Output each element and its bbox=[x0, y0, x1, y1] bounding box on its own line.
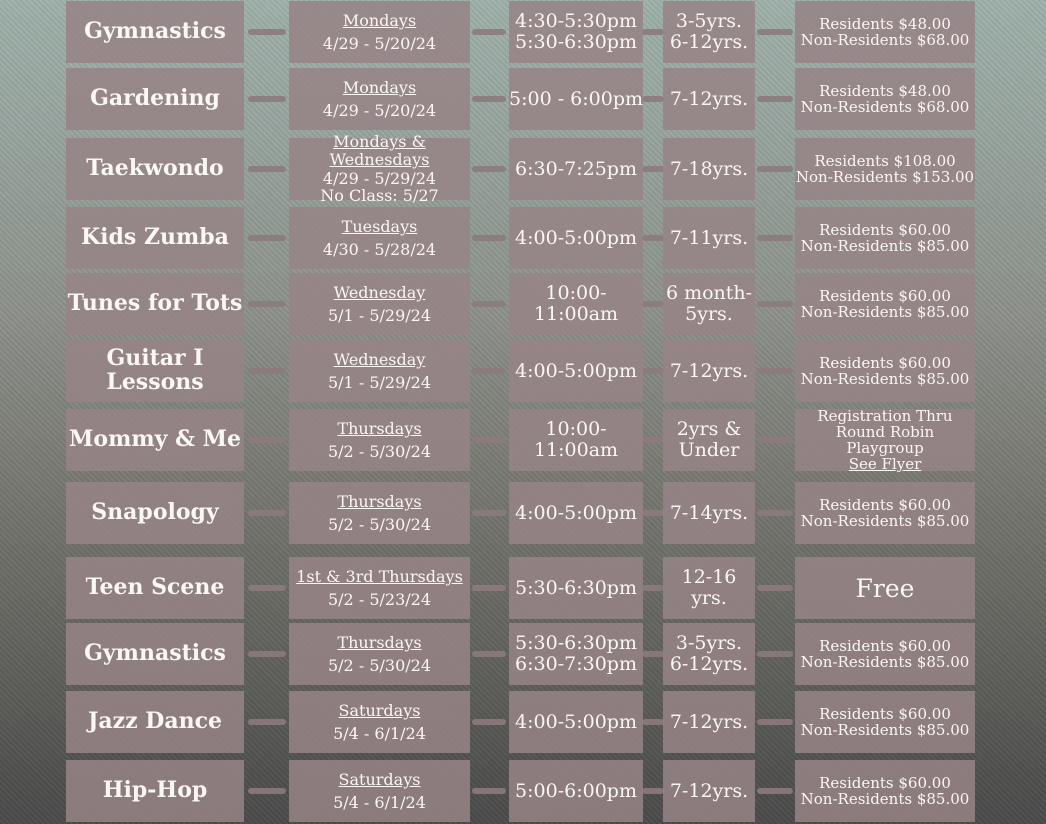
connector-bar bbox=[248, 510, 286, 516]
program-ages-cell bbox=[663, 138, 755, 200]
program-ages: 6-12yrs. bbox=[669, 31, 749, 53]
program-date-range: 5/4 - 6/1/24 bbox=[333, 793, 426, 812]
program-ages: 7-12yrs. bbox=[669, 710, 749, 733]
program-ages-cell bbox=[663, 482, 755, 544]
program-time: 5:30-6:30pm bbox=[515, 632, 637, 655]
program-fee: Non-Residents $85.00 bbox=[800, 512, 970, 530]
program-ages: 7-18yrs. bbox=[669, 157, 749, 180]
program-dates-cell bbox=[289, 1, 470, 63]
program-name: Teen Scene bbox=[66, 557, 244, 619]
connector-bar bbox=[642, 235, 664, 241]
program-fee: Non-Residents $85.00 bbox=[800, 653, 970, 671]
program-date-range: 5/2 - 5/30/24 bbox=[327, 442, 431, 461]
connector-bar bbox=[642, 29, 664, 35]
program-days: Tuesdays bbox=[341, 216, 418, 236]
connector-bar bbox=[472, 235, 506, 241]
program-row bbox=[0, 1, 1046, 63]
connector-bar bbox=[472, 437, 506, 443]
program-name: Snapology bbox=[66, 482, 244, 544]
program-fees-cell bbox=[795, 207, 975, 269]
program-date-range: 5/2 - 5/23/24 bbox=[327, 590, 431, 609]
program-ages: 5yrs. bbox=[685, 303, 733, 325]
program-ages-cell bbox=[663, 1, 755, 63]
program-ages-cell bbox=[663, 340, 755, 402]
program-days: Thursdays bbox=[337, 418, 422, 438]
program-ages: 7-12yrs. bbox=[669, 359, 749, 382]
program-fees-cell bbox=[795, 691, 975, 753]
program-days: Thursdays bbox=[337, 632, 422, 652]
program-time-cell bbox=[509, 623, 643, 685]
connector-bar bbox=[248, 437, 286, 443]
program-ages: 3-5yrs. bbox=[675, 10, 743, 33]
connector-bar bbox=[757, 437, 793, 443]
program-row bbox=[0, 557, 1046, 619]
program-fee: Residents $48.00 bbox=[819, 81, 951, 100]
program-ages-cell bbox=[663, 623, 755, 685]
connector-bar bbox=[757, 29, 793, 35]
program-days: Mondays bbox=[342, 10, 417, 30]
connector-bar bbox=[642, 166, 664, 172]
program-time: 5:30-6:30pm bbox=[515, 31, 637, 53]
program-time: 5:00 - 6:00pm bbox=[509, 87, 644, 110]
connector-bar bbox=[757, 719, 793, 725]
connector-bar bbox=[642, 96, 664, 102]
program-ages: 12-16 yrs. bbox=[681, 566, 737, 609]
program-ages-cell bbox=[663, 409, 755, 471]
connector-bar bbox=[472, 585, 506, 591]
program-time-cell bbox=[509, 691, 643, 753]
program-ages: 3-5yrs. bbox=[675, 632, 743, 655]
program-time-cell bbox=[509, 340, 643, 402]
connector-bar bbox=[248, 651, 286, 657]
program-fees-cell bbox=[795, 406, 975, 474]
connector-bar bbox=[642, 301, 664, 307]
connector-bar bbox=[248, 719, 286, 725]
program-fees-cell bbox=[795, 1, 975, 63]
connector-bar bbox=[472, 166, 506, 172]
connector-bar bbox=[472, 719, 506, 725]
program-time-cell bbox=[509, 273, 643, 335]
program-date-range: 5/2 - 5/30/24 bbox=[327, 515, 431, 534]
program-fee: Residents $108.00 bbox=[814, 151, 956, 170]
connector-bar bbox=[472, 29, 506, 35]
connector-bar bbox=[642, 788, 664, 794]
program-time-cell bbox=[509, 482, 643, 544]
program-time: 10:00-11:00am bbox=[533, 418, 619, 461]
program-dates-cell bbox=[289, 691, 470, 753]
program-time: 5:30-6:30pm bbox=[515, 576, 637, 599]
program-row bbox=[0, 207, 1046, 269]
program-dates-cell bbox=[289, 207, 470, 269]
connector-bar bbox=[757, 235, 793, 241]
connector-bar bbox=[642, 510, 664, 516]
connector-bar bbox=[472, 96, 506, 102]
program-fee-free: Free bbox=[855, 573, 915, 603]
program-row bbox=[0, 273, 1046, 335]
program-ages-cell bbox=[663, 557, 755, 619]
program-time-cell bbox=[509, 557, 643, 619]
program-fee: Residents $60.00 bbox=[819, 220, 951, 239]
program-dates-cell bbox=[289, 273, 470, 335]
program-fees-cell bbox=[795, 760, 975, 822]
program-ages-cell bbox=[663, 207, 755, 269]
program-date-range: 4/29 - 5/20/24 bbox=[322, 101, 437, 120]
program-row bbox=[0, 623, 1046, 685]
program-dates-cell bbox=[289, 623, 470, 685]
program-fee: Residents $60.00 bbox=[819, 353, 951, 372]
program-fee: Non-Residents $153.00 bbox=[795, 168, 975, 186]
connector-bar bbox=[757, 510, 793, 516]
connector-bar bbox=[642, 719, 664, 725]
program-days: Saturdays bbox=[338, 769, 421, 789]
program-days: Mondays bbox=[342, 77, 417, 97]
program-fees-cell bbox=[795, 68, 975, 130]
connector-bar bbox=[757, 585, 793, 591]
connector-bar bbox=[642, 651, 664, 657]
program-time-cell bbox=[509, 409, 643, 471]
program-ages-cell bbox=[663, 68, 755, 130]
program-dates-cell bbox=[289, 557, 470, 619]
program-name: Kids Zumba bbox=[66, 207, 244, 269]
program-note: No Class: 5/27 bbox=[320, 186, 439, 206]
program-time-cell bbox=[509, 760, 643, 822]
connector-bar bbox=[757, 368, 793, 374]
program-row bbox=[0, 482, 1046, 544]
connector-bar bbox=[472, 510, 506, 516]
program-fees-cell bbox=[795, 482, 975, 544]
program-ages: 7-12yrs. bbox=[669, 779, 749, 802]
program-fee: Registration Thru bbox=[817, 406, 953, 425]
program-name: Taekwondo bbox=[66, 138, 244, 200]
program-fee: Non-Residents $85.00 bbox=[800, 237, 970, 255]
program-name: Guitar I Lessons bbox=[66, 340, 244, 402]
program-time: 4:00-5:00pm bbox=[515, 359, 637, 382]
program-ages: 6 month- bbox=[665, 282, 753, 305]
program-date-range: 5/2 - 5/30/24 bbox=[327, 656, 431, 675]
connector-bar bbox=[642, 437, 664, 443]
program-ages: 7-14yrs. bbox=[669, 501, 749, 524]
program-date-range: 4/30 - 5/28/24 bbox=[322, 240, 437, 259]
program-row bbox=[0, 68, 1046, 130]
program-name: Hip-Hop bbox=[66, 760, 244, 822]
program-dates-cell bbox=[289, 68, 470, 130]
program-row bbox=[0, 691, 1046, 753]
program-date-range: 4/29 - 5/29/24 bbox=[322, 169, 437, 188]
program-time: 4:00-5:00pm bbox=[515, 501, 637, 524]
program-fees-cell bbox=[795, 273, 975, 335]
program-fee: Residents $60.00 bbox=[819, 286, 951, 305]
connector-bar bbox=[248, 788, 286, 794]
program-time: 4:30-5:30pm bbox=[515, 10, 637, 33]
connector-bar bbox=[472, 301, 506, 307]
program-fee: Residents $48.00 bbox=[819, 14, 951, 33]
program-ages-cell bbox=[663, 691, 755, 753]
program-time: 10:00-11:00am bbox=[533, 282, 619, 325]
program-row bbox=[0, 406, 1046, 474]
program-time: 4:00-5:00pm bbox=[515, 710, 637, 733]
program-fee: Non-Residents $85.00 bbox=[800, 721, 970, 739]
program-row bbox=[0, 132, 1046, 206]
connector-bar bbox=[248, 96, 286, 102]
program-name: Mommy & Me bbox=[66, 409, 244, 471]
program-name: Gymnastics bbox=[66, 623, 244, 685]
connector-bar bbox=[757, 301, 793, 307]
connector-bar bbox=[248, 301, 286, 307]
program-fee: Non-Residents $85.00 bbox=[800, 303, 970, 321]
program-time: 5:00-6:00pm bbox=[515, 779, 637, 802]
program-fee: Non-Residents $85.00 bbox=[800, 790, 970, 808]
connector-bar bbox=[642, 368, 664, 374]
program-fee: Non-Residents $68.00 bbox=[800, 98, 970, 116]
program-name: Jazz Dance bbox=[66, 691, 244, 753]
program-date-range: 5/4 - 6/1/24 bbox=[333, 724, 426, 743]
program-ages: Under bbox=[678, 439, 740, 461]
connector-bar bbox=[757, 96, 793, 102]
program-fee: Non-Residents $68.00 bbox=[800, 31, 970, 49]
program-fee: Residents $60.00 bbox=[819, 636, 951, 655]
program-fees-cell bbox=[795, 557, 975, 619]
program-time-cell bbox=[509, 68, 643, 130]
connector-bar bbox=[757, 651, 793, 657]
program-time-cell bbox=[509, 207, 643, 269]
program-date-range: 5/1 - 5/29/24 bbox=[327, 306, 431, 325]
program-row bbox=[0, 760, 1046, 822]
program-fees-cell bbox=[795, 138, 975, 200]
program-date-range: 4/29 - 5/20/24 bbox=[322, 34, 437, 53]
program-days: Wednesday bbox=[333, 282, 426, 302]
program-dates-cell bbox=[289, 340, 470, 402]
program-fee: Residents $60.00 bbox=[819, 704, 951, 723]
program-time: 6:30-7:25pm bbox=[515, 157, 637, 180]
program-dates-cell bbox=[289, 132, 470, 206]
program-dates-cell bbox=[289, 760, 470, 822]
connector-bar bbox=[248, 368, 286, 374]
program-ages-cell bbox=[663, 760, 755, 822]
program-dates-cell bbox=[289, 409, 470, 471]
program-time: 4:00-5:00pm bbox=[515, 226, 637, 249]
connector-bar bbox=[642, 585, 664, 591]
program-dates-cell bbox=[289, 482, 470, 544]
program-name: Tunes for Tots bbox=[66, 273, 244, 335]
connector-bar bbox=[757, 166, 793, 172]
program-fee: Residents $60.00 bbox=[819, 773, 951, 792]
program-time: 6:30-7:30pm bbox=[515, 653, 637, 675]
program-row bbox=[0, 340, 1046, 402]
connector-bar bbox=[472, 788, 506, 794]
program-fee: Round Robin Playgroup bbox=[835, 422, 935, 457]
program-name: Gardening bbox=[66, 68, 244, 130]
program-ages: 7-11yrs. bbox=[669, 226, 749, 249]
connector-bar bbox=[472, 368, 506, 374]
program-ages-cell bbox=[663, 273, 755, 335]
program-date-range: 5/1 - 5/29/24 bbox=[327, 373, 431, 392]
connector-bar bbox=[248, 166, 286, 172]
program-days: 1st & 3rd Thursdays bbox=[296, 566, 463, 586]
program-days: Mondays & Wednesdays bbox=[329, 132, 430, 169]
connector-bar bbox=[248, 29, 286, 35]
connector-bar bbox=[472, 651, 506, 657]
program-name: Gymnastics bbox=[66, 1, 244, 63]
connector-bar bbox=[757, 788, 793, 794]
program-ages: 7-12yrs. bbox=[669, 87, 749, 110]
program-fee: Non-Residents $85.00 bbox=[800, 370, 970, 388]
program-time-cell bbox=[509, 138, 643, 200]
program-fees-cell bbox=[795, 623, 975, 685]
see-flyer-link[interactable]: See Flyer bbox=[848, 455, 922, 474]
program-days: Saturdays bbox=[338, 700, 421, 720]
program-days: Wednesday bbox=[333, 349, 426, 369]
program-ages: 2yrs & bbox=[676, 418, 742, 441]
program-ages: 6-12yrs. bbox=[669, 653, 749, 675]
program-fee: Residents $60.00 bbox=[819, 495, 951, 514]
program-days: Thursdays bbox=[337, 491, 422, 511]
program-fees-cell bbox=[795, 340, 975, 402]
connector-bar bbox=[248, 585, 286, 591]
connector-bar bbox=[248, 235, 286, 241]
program-time-cell bbox=[509, 1, 643, 63]
